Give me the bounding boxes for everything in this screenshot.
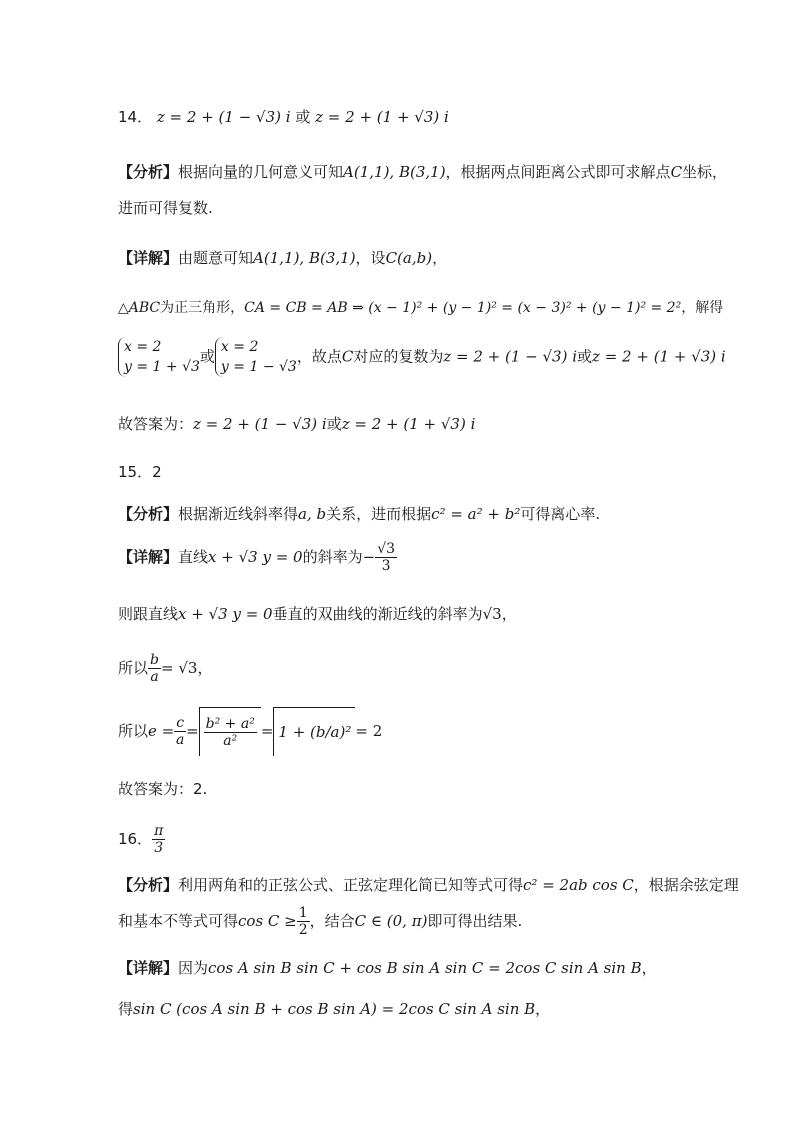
detail-tag: 【详解】 [118,249,179,267]
q14-heading: 14． z = 2 + (1 − √3) i 或 z = 2 + (1 + √3) i [118,108,449,126]
q14-final-answer: 故答案为：z = 2 + (1 − √3) i或z = 2 + (1 + √3) i [118,415,476,433]
system-2: x = 2 y = 1 − √3 [215,337,297,377]
q14-detail-line1: 【详解】由题意可知A(1,1), B(3,1)，设C(a,b)， [118,249,448,267]
q15-analysis: 【分析】根据渐近线斜率得a, b关系，进而根据c² = a² + b²可得离心率. [118,505,601,523]
q16-analysis-line1: 【分析】利用两角和的正弦公式、正弦定理化简已知等式可得c² = 2ab cos C，根据余弦定理 [118,876,739,894]
q16-analysis-line2: 和基本不等式可得cos C ≥ $\frac{1}{2}$ ，结合C ∈ (0, π)即可得出结果. [118,905,523,938]
radical-2: 1 + (b/a)² [273,707,355,756]
q15-final-answer: 故答案为：2. [118,780,208,798]
q15-heading: 15．2 [118,463,162,481]
q14-answer-b: z = 2 + (1 + √3) i [315,108,449,126]
q15-detail: 【详解】直线x + √3 y = 0的斜率为− $\frac{√3}{3}$ [118,541,396,574]
q14-answer-a: z = 2 + (1 − √3) i [156,108,291,126]
ratio-fraction: $\frac{b}{a}$ [150,652,159,685]
q15-eccentricity: 所以e = $\frac{c}{a}$ = $\frac{\text{b² + a²}}{\text{a²}}$ = 1 + (b/a)² = 2 [118,707,382,756]
q16-answer-fraction: $\frac{\pi}{3}$ [154,823,164,856]
q15-perpendicular: 则跟直线x + √3 y = 0垂直的双曲线的渐近线的斜率为√3， [118,605,517,623]
q14-triangle-line: △ABC为正三角形，CA = CB = AB ⇒ (x − 1)² + (y − 1)² = (x − 3)² + (y − 1)² = 2²，解得 [118,300,724,316]
q14-analysis-line2: 进而可得复数. [118,199,213,217]
slope-fraction: $\frac{√3}{3}$ [377,541,396,574]
analysis-tag: 【分析】 [118,163,179,181]
q16-detail-line2: 得sin C (cos A sin B + cos B sin A) = 2cos C sin A sin B， [118,1000,551,1018]
system-1: x = 2 y = 1 + √3 [118,337,200,377]
q16-detail-line1: 【详解】因为cos A sin B sin C + cos B sin A sin C = 2cos C sin A sin B， [118,959,657,977]
radical-1: $\frac{\text{b² + a²}}{\text{a²}}$ [199,707,261,756]
q16-heading: 16． $\frac{\pi}{3}$ [118,823,164,856]
q14-analysis-line1: 【分析】根据向量的几何意义可知A(1,1), B(3,1)，根据两点间距离公式即可求解点C坐标， [118,163,728,181]
q14-system-line: x = 2 y = 1 + √3 或 x = 2 y = 1 − √3 ，故点C对应的复数为z = 2 + (1 − √3) i或z = 2 + (1 + √3) i [118,337,726,377]
q15-ratio: 所以 $\frac{b}{a}$ = √3， [118,652,213,685]
